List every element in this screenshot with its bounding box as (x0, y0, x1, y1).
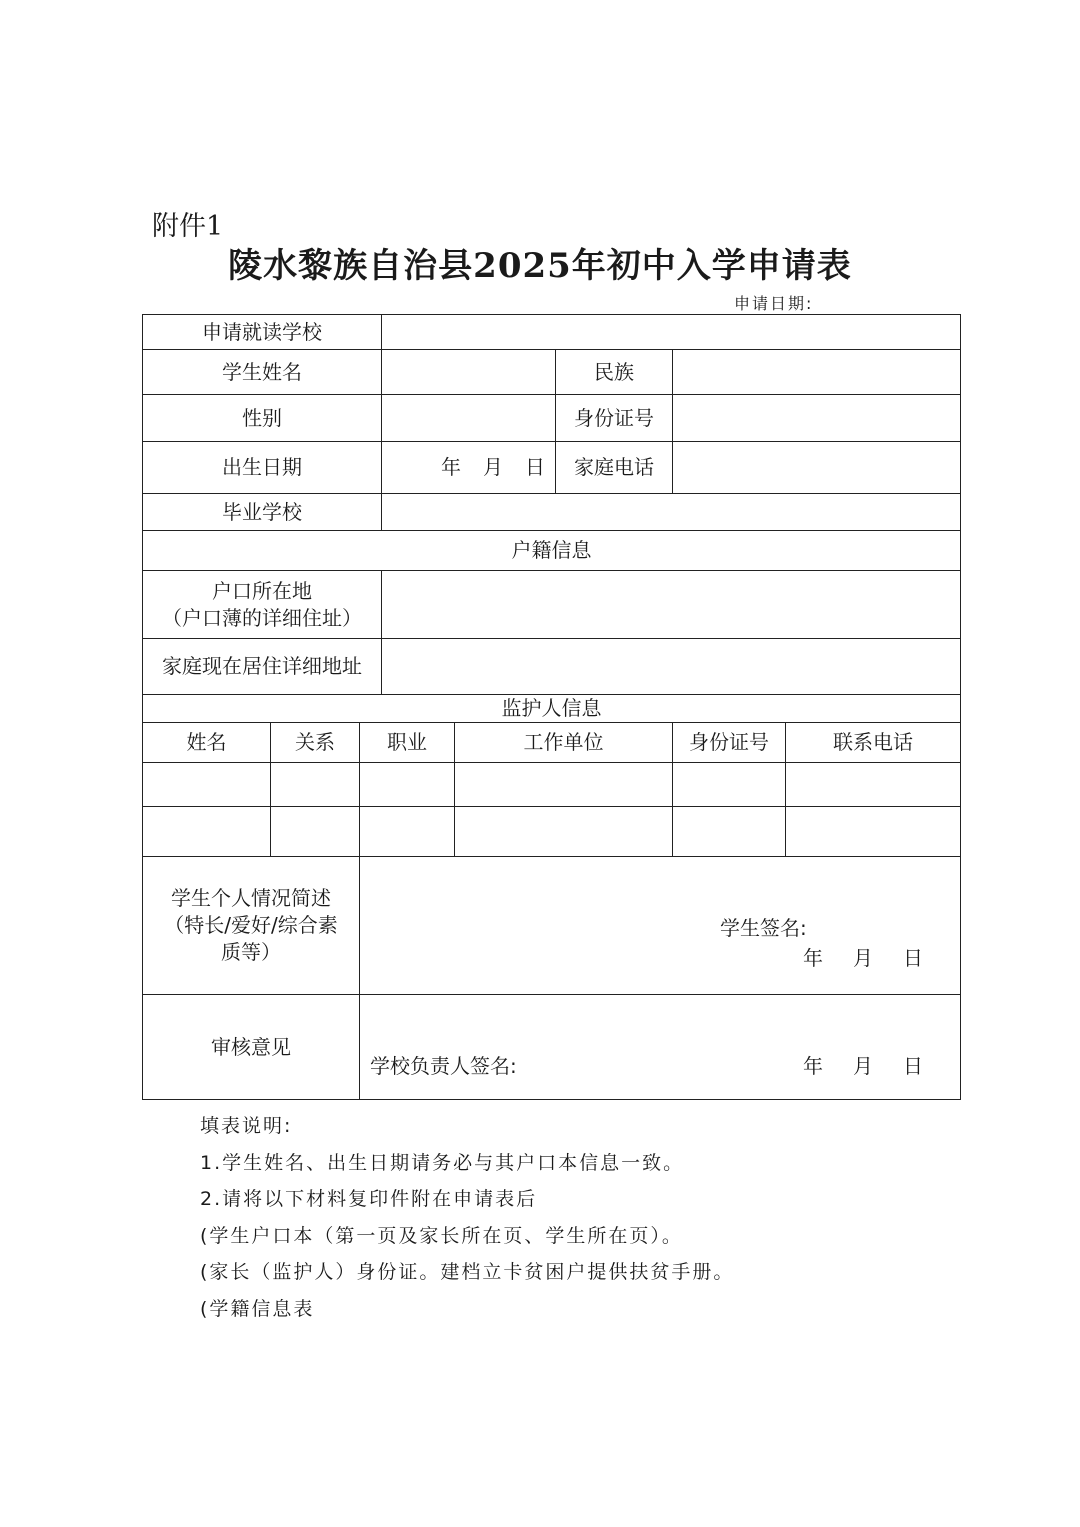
guardian-section-header: 监护人信息 (143, 695, 961, 723)
household-location-field[interactable] (382, 571, 961, 639)
birth-day-label: 日 (525, 455, 546, 479)
review-signature-date (803, 1053, 923, 1080)
application-form (142, 314, 961, 1100)
id-number-field[interactable] (673, 395, 961, 442)
student-name-label: 学生姓名 (143, 350, 382, 395)
id-number-label: 身份证号 (556, 395, 673, 442)
graduated-school-label: 毕业学校 (143, 494, 382, 531)
attachment-label: 附件1 (152, 211, 224, 242)
student-profile-label (143, 857, 360, 995)
birth-date-label: 出生日期 (143, 442, 382, 494)
household-location-label (143, 571, 382, 639)
student-signature-date (803, 945, 923, 972)
row-school-applied (143, 315, 961, 350)
birth-year-label: 年 (441, 455, 462, 479)
row-current-address (143, 639, 961, 695)
guardian-cell[interactable] (271, 763, 360, 807)
student-profile-line3: 质等） (221, 940, 281, 964)
birth-month-label: 月 (483, 455, 504, 479)
review-opinion-field[interactable] (360, 995, 961, 1100)
review-sign-year: 年 (803, 1054, 823, 1078)
row-student-profile (143, 857, 961, 995)
instruction-line: (学籍信息表 (200, 1297, 315, 1320)
guardian-cell[interactable] (360, 763, 455, 807)
guardian-header-occupation: 职业 (360, 723, 455, 763)
guardian-cell[interactable] (143, 807, 271, 857)
graduated-school-field[interactable] (382, 494, 961, 531)
student-profile-field[interactable] (360, 857, 961, 995)
student-signature-label: 学生签名: (720, 916, 807, 940)
guardian-header-phone: 联系电话 (786, 723, 961, 763)
guardian-header-relation: 关系 (271, 723, 360, 763)
guardian-cell[interactable] (143, 763, 271, 807)
row-birth-date (143, 442, 961, 494)
instructions (200, 1108, 734, 1327)
school-applied-field[interactable] (382, 315, 961, 350)
gender-field[interactable] (382, 395, 556, 442)
ethnicity-field[interactable] (673, 350, 961, 395)
guardian-header-employer: 工作单位 (455, 723, 673, 763)
row-graduated-school (143, 494, 961, 531)
row-student-name (143, 350, 961, 395)
guardian-cell[interactable] (673, 807, 786, 857)
household-location-line1: 户口所在地 (212, 578, 312, 603)
guardian-cell[interactable] (673, 763, 786, 807)
guardian-row (143, 763, 961, 807)
review-sign-day: 日 (903, 1054, 923, 1078)
row-guardian-section (143, 695, 961, 723)
current-address-field[interactable] (382, 639, 961, 695)
row-gender (143, 395, 961, 442)
row-household-location (143, 571, 961, 639)
guardian-cell[interactable] (455, 763, 673, 807)
student-profile-line2: （特长/爱好/综合素 (164, 913, 338, 937)
ethnicity-label: 民族 (556, 350, 673, 395)
review-sign-month: 月 (853, 1054, 873, 1078)
home-phone-field[interactable] (673, 442, 961, 494)
guardian-header-name: 姓名 (143, 723, 271, 763)
current-address-label: 家庭现在居住详细地址 (143, 639, 382, 695)
household-location-line2: （户口薄的详细住址） (162, 605, 362, 630)
birth-date-field[interactable] (382, 442, 556, 494)
guardian-cell[interactable] (360, 807, 455, 857)
row-guardian-headers (143, 723, 961, 763)
home-phone-label: 家庭电话 (556, 442, 673, 494)
guardian-cell[interactable] (786, 807, 961, 857)
gender-label: 性别 (143, 395, 382, 442)
apply-date-label: 申请日期: (734, 294, 814, 313)
instruction-line: (家长（监护人）身份证。建档立卡贫困户提供扶贫手册。 (200, 1261, 735, 1283)
instruction-line: 1.学生姓名、出生日期请务必与其户口本信息一致。 (200, 1151, 685, 1174)
instruction-line: 2.请将以下材料复印件附在申请表后 (200, 1188, 538, 1210)
student-sign-month: 月 (853, 946, 873, 970)
instructions-heading: 填表说明: (200, 1115, 293, 1137)
guardian-cell[interactable] (455, 807, 673, 857)
student-sign-day: 日 (903, 946, 923, 970)
instruction-line: (学生户口本（第一页及家长所在页、学生所在页）。 (200, 1224, 683, 1247)
guardian-header-id-number: 身份证号 (673, 723, 786, 763)
row-review (143, 995, 961, 1100)
school-applied-label: 申请就读学校 (143, 315, 382, 350)
review-opinion-label: 审核意见 (143, 995, 360, 1100)
guardian-cell[interactable] (786, 763, 961, 807)
student-profile-line1: 学生个人情况简述 (171, 886, 331, 910)
principal-signature-label: 学校负责人签名: (370, 1054, 517, 1078)
household-section-header: 户籍信息 (143, 531, 961, 571)
page-title: 陵水黎族自治县2025年初中入学申请表 (228, 246, 852, 286)
guardian-row (143, 807, 961, 857)
student-sign-year: 年 (803, 946, 823, 970)
row-household-section (143, 531, 961, 571)
student-name-field[interactable] (382, 350, 556, 395)
guardian-cell[interactable] (271, 807, 360, 857)
